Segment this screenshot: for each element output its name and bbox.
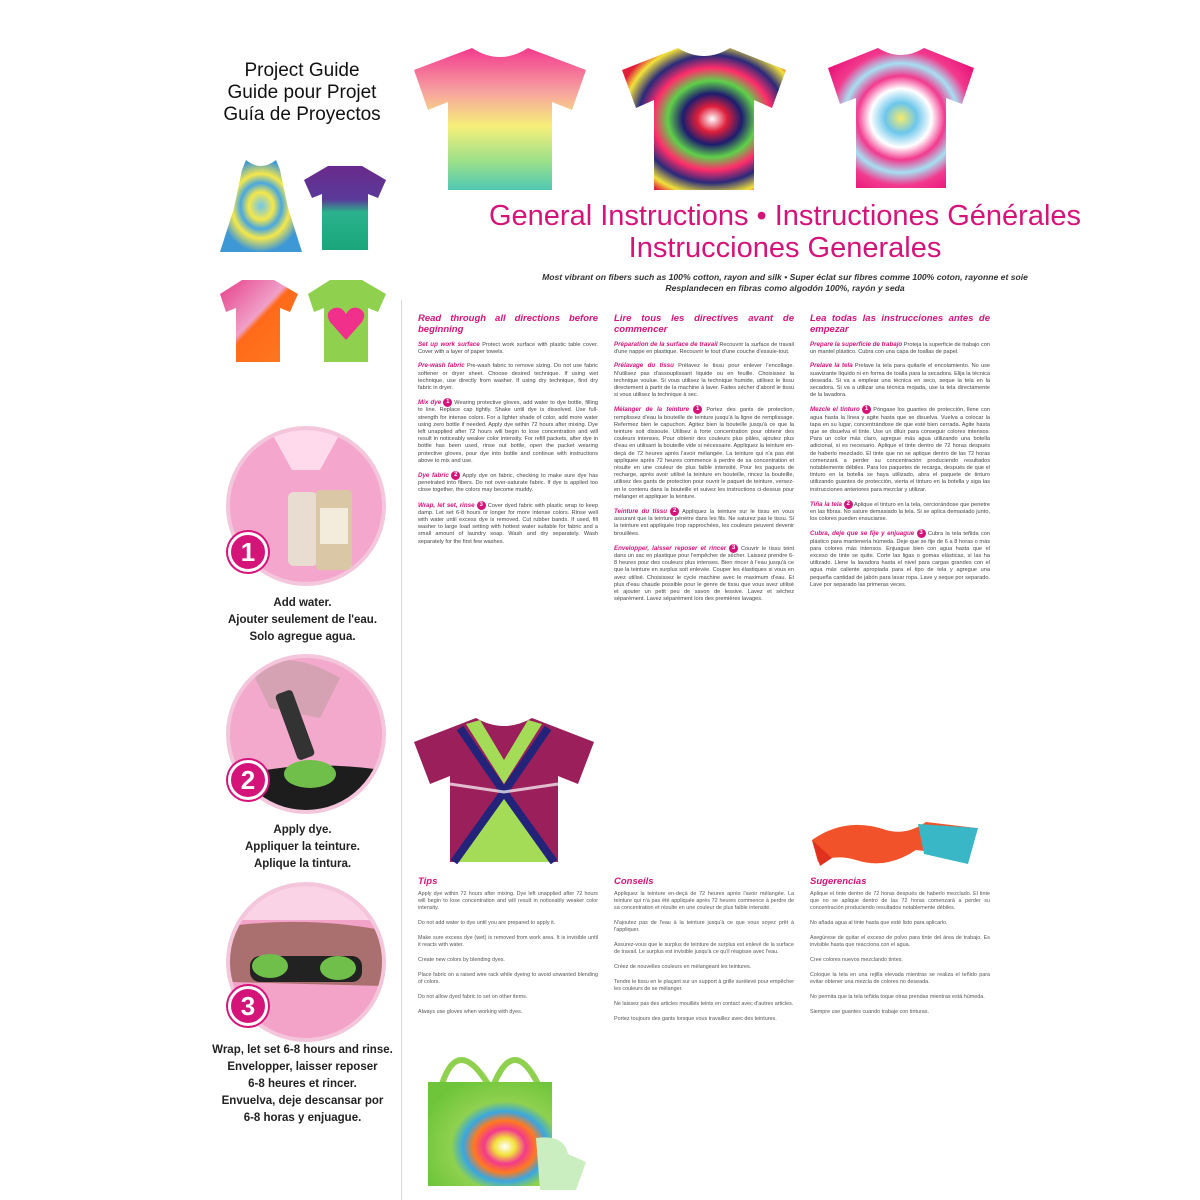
general-title-line-1: General Instructions • Instructiones Générales [488,200,1082,232]
guide-title-fr: Guide pour Projet [227,82,377,103]
tote-bag-image [418,1044,598,1192]
instructions-french [614,313,794,609]
step-1-fr: Ajouter seulement de l'eau. [227,614,378,626]
pink-spiral-shirt-image [822,44,980,192]
es-section-4: Tiña la tela 2 Aplique el tinturo en la tela, cerciorándose que penetre en las fibras. No sature demasiado la tela. Si se aplica demasiado junto, los colores pueden ensuciarse. [810,500,990,523]
guide-title-es: Guía de Proyectos [223,104,381,125]
en-section-1: Set up work surface Protect work surface with plastic table cover. Cover with a layer of paper towels. [418,341,598,356]
step-2-caption [210,822,395,873]
es-section-5: Cubra, deje que se fije y enjuague 3 Cubra la tela teñida con plástico para mantenerla húmeda. Deje que se fije de 6 a 8 horas o más para colores más intensos. Enjuague bien con agua hasta que el exceso de tinte se quite. Corte las ligas o gomas elásticas, si las ha utilizado. Llene la lavadora hasta el nivel para cargas grandes con el agua más caliente apropiada para el tipo de tela y agregue una pequeña cantidad de jabón para lavar ropa. Lave y seque por separado. Lave por separado las primeras veces. [810,530,990,588]
tip-en-3: Make sure excess dye (wet) is removed from work area. It is invisible until it reacts with water. [418,935,598,949]
tip-fr-7: Portez toujours des gants lorsque vous travaillez avec des teintures. [614,1016,777,1023]
tip-es-1: Aplique el tinte dentro de 72 horas después de haberlo mezclado. El tinte que no se aplique dentro de las 72 horas comenzará a perder su concentración produciendo resultados notablemente débiles. [810,891,990,912]
step-3-badge: 3 [228,986,268,1026]
tip-fr-2: N'ajoutez pas de l'eau à la teinture jusqu'à ce que vous soyez prêt à l'appliquer. [614,920,794,934]
en-section-2: Pre-wash fabric Pre-wash fabric to remove sizing. Do not use fabric softener or dryer sheet. Choose desired technique. If using wet technique, use directly from washer. If using dry technique, first dry fabric in dryer. [418,362,598,392]
tips-spanish [810,878,990,1024]
heart-shirt-thumbnail [306,278,388,364]
fr-section-2: Prélavage du tissu Prélavez le tissu pour enlever l'encollage. N'utilisez pas d'assouplissant liquide ou en feuille. Choisissez la technique voulue. Si vous utilisez la technique humide, utilisez le tissu directement à partir de la machine à laver. Faites sécher d'abord le tissu si vous utilisez la technique à sec. [614,362,794,399]
es-step-number-2: 2 [844,500,853,509]
tip-en-4: Create new colors by blending dyes. [418,957,505,964]
step-1-en: Add water. [273,597,332,609]
tip-es-5: Coloque la tela en una rejilla elevada mientras se realiza el teñido para evitar obtener una mezcla de colores no deseada. [810,972,990,986]
fr-step-number-1: 1 [693,405,702,414]
tips-french [614,878,794,1031]
project-guide-title [212,60,392,126]
en-step-number-3: 3 [477,501,486,510]
general-instructions-title [405,200,1165,264]
en-section-3: Mix dye 1 Wearing protective gloves, add water to dye bottle, filling to line. Replace cap tightly. Shake until dye is dissolved. Use full-strength for intense colors. For a lighter shade of color, add more water using zero bottle if needed. Apply dye within 72 hours after mixing. Dye left unapplied after 72 hours will begin to lose concentration and will result in noticeably weaker color intensity. For refill packets, after dye in bottle has been used, rinse out bottle, open the packet wearing protective gloves, pour dye into bottle and continue with instructions above to mix and use. [418,399,598,464]
dress-spiral-thumbnail [218,158,304,254]
tip-fr-4: Créez de nouvelles couleurs en mélangeant les teintures. [614,964,752,971]
ombre-shirt-image [406,44,594,192]
step-3-line-2: Envelopper, laisser reposer [227,1061,378,1073]
tip-fr-5: Tendre le tissu en le plaçant sur un support à grille surélevé pour empêcher les couleurs de se mélanger. [614,979,794,993]
guide-title-en: Project Guide [244,60,360,81]
fr-section-5: Envelopper, laisser reposer et rincer 3 Couvrir le tissu teint dans un sac en plastique pour l'empêcher de sécher. Laissez prendre 6-8 heures pour des couleurs plus intenses. Bien rincer à l'eau jusqu'à ce que la teinture en surplus soit enlevée. Couper les élastiques si vous en avez utilisé. Choisissez le cycle machine avec le maximum d'eau. Et plus d'eau chaude possible pour le genre de tissu que vous avez utilisé et ajouter un petit peu de savon de lessive. Lavez et séchez séparément. Lavez séparément lors des premières lavages. [614,544,794,603]
es-section-2: Prelave la tela Prelave la tela para quitarle el encolamiento. No use suavizante líquido ni en forma de toalla para la secadora. Elija la técnica deseada. Si va a emplear una técnica en seco, seque la tela en la secadora. Si va a utilizar una técnica mojada, use la tela directamente de la lavadora. [810,362,990,399]
step-3-line-5: 6-8 horas y enjuague. [243,1112,362,1124]
es-section-1: Prepare la superficie de trabajo Proteja la superficie de trabajo con un mantel plástico. Cubra con una capa de toallas de papel. [810,341,990,356]
en-section-5: Wrap, let set, rinse 3 Cover dyed fabric with plastic wrap to keep damp. Let set 6-8 hours or longer for more intense colors. Rinse well with water until excess dye is removed. Cut rubber bands. If used, fill washer to large load setting with hottest water suitable for fabric and a small amount of laundry soap. Wash and dry separately. Wash separately for the first few washes. [418,501,598,545]
purple-green-shirt-thumbnail [302,164,388,252]
tip-en-5: Place fabric on a raised wire rack while dyeing to avoid unwanted blending of colors. [418,972,598,986]
tips-en-heading: Tips [418,876,438,887]
french-heading: Lire tous les directives avant de commencer [614,313,794,335]
tip-en-7: Always use gloves when working with dyes. [418,1009,523,1016]
english-heading: Read through all directions before beginning [418,313,598,335]
fr-section-4: Teinture du tissu 2 Appliquez la teinture sur le tissu en vous assurant que la teinture pénètre dans les fils. Ne saturez pas le tissu. Si la teinture est appliquée trop rapprochées, les couleurs peuvent devenir brouillées. [614,508,794,537]
fr-section-3: Mélanger de la teinture 1 Portez des gants de protection, remplissez d'eau la bouteille de teinture jusqu'à la ligne de remplissage. Refermez bien le capuchon. Agitez bien la bouteille jusqu'à ce que la teinture soit dissoute. Utilisez à forte concentration pour obtenir des couleurs intenses. Pour obtenir des couleurs plus pâles, ajoutez plus d'eau en utilisant la bouteille vide si nécessaire. Appliquez la teinture en-deçà de 72 heures après l'avoir mélangée. La teinture qui n'a pas été appliquée après 72 heures commence à perdre de sa concentration et résulte en une couleur de plus faible intensité. Pour les paquets de recharge, après avoir utilisé la teinture en bouteille, rincez la bouteille, utilisez des gants de protection pour ouvrir le paquet de teinture, versez-en le contenu dans la bouteille et suivez les instructions ci-dessus pour mélanger et appliquer la teinture. [614,406,794,500]
fr-step-number-3: 3 [729,544,738,553]
step-1-badge: 1 [228,532,268,572]
orange-pink-shirt-thumbnail [218,278,300,364]
x-pattern-shirt-image [410,714,598,864]
tips-es-heading: Sugerencias [810,876,867,887]
spiral-multicolor-shirt-image [616,44,792,192]
step-3-line-3: 6-8 heures et rincer. [248,1078,357,1090]
subheading-line-2: Resplandecen en fibras como algodón 100%, rayón y seda [665,283,905,293]
tip-en-2: Do not add water to dye until you are prepared to apply it. [418,920,556,927]
step-2-fr: Appliquer la teinture. [244,841,360,853]
step-3-line-1: Wrap, let set 6-8 hours and rinse. [212,1044,393,1056]
fiber-subheading [410,272,1160,294]
step-2-badge: 2 [228,760,268,800]
tips-english [418,878,598,1024]
fr-step-number-2: 2 [670,507,679,516]
column-divider [401,300,402,1200]
subheading-line-1: Most vibrant on fibers such as 100% cotton, rayon and silk • Super éclat sur fibres comme 100% coton, rayonne et soie [542,272,1028,282]
tip-en-1: Apply dye within 72 hours after mixing. Dye left unapplied after 72 hours will begin to lose concentration and will result in noticeably weaker color intensity. [418,891,598,912]
tip-es-6: No permita que la tela teñida toque otras prendas mientras está húmeda. [810,994,985,1001]
tip-es-7: Siempre use guantes cuando trabaje con tinturas. [810,1009,929,1016]
tip-en-6: Do not allow dyed fabric to set on other items. [418,994,528,1001]
scarf-image [806,810,982,880]
fr-section-1: Préparation de la surface de travail Recouvrir la surface de travail d'une nappe en plastique. Recouvrir le tout d'une couche d'essuie-tout. [614,341,794,356]
en-section-4: Dye fabric 2 Apply dye on fabric, checking to make sure dye has penetrated into fibers. Do not over-saturate fabric. If dye is applied too close together, the colors may become muddy. [418,472,599,494]
tip-fr-3: Assurez-vous que le surplus de teinture de surplus est enlevé de la surface de travail. Le surplus est invisible jusqu'à ce qu'il réagisse avec l'eau. [614,942,794,956]
tips-fr-heading: Conseils [614,876,654,887]
spanish-heading: Lea todas las instrucciones antes de empezar [810,313,990,335]
general-title-line-2: Instrucciones Generales [628,232,942,264]
tip-fr-1: Appliquez la teinture en-deçà de 72 heures après l'avoir mélangée. La teinture qui n'a pas été appliquée après 72 heures commence à perdre de sa concentration et résulte en une couleur de plus faible intensité. [614,891,794,912]
tip-es-4: Cree colores nuevos mezclando tintes. [810,957,903,964]
en-step-number-2: 2 [451,471,460,480]
step-2-en: Apply dye. [273,824,332,836]
instructions-spanish [810,313,990,595]
es-section-3: Mezcle el tinturo 1 Póngase los guantes de protección, llene con agua hasta la línea y agite hasta que se disuelva. Vuelva a colocar la tapa en su lugar, concentrándose de que esté bien cerrada. Agite hasta que se disuelva el tinte. Use un diluir para conseguir colores intensos. Para un color más claro, agregue más agua utilizando una botella adicional, si es necesario. Aplique el tinte dentro de 72 horas después de haberlo mezclado. El tinte que no se aplique dentro de las 72 horas comenzará a perder su concentración produciendo resultados notablemente débiles. Para los paquetes de recarga, después de que el tinturo en la botella se haya utilizado, abra el paquete de tinturo utilizando guantes de protección, vierta el tinturo en la botella y siga las instrucciones anteriores para mezclar y utilizar. [810,406,991,493]
es-step-number-1: 1 [862,405,871,414]
step-3-line-4: Envuelva, deje descansar por [221,1095,384,1107]
tip-es-3: Asegúrese de quitar el exceso de polvo para tinte del área de trabajo. Es invisible hasta que reacciona con el agua. [810,935,990,949]
en-step-number-1: 1 [443,398,452,407]
es-step-number-3: 3 [917,529,926,538]
step-3-caption [210,1042,395,1127]
step-1-es: Solo agregue agua. [249,631,356,643]
instructions-english [418,313,598,552]
step-1-caption [210,595,395,646]
tip-es-2: No añada agua al tinte hasta que esté listo para aplicarlo. [810,920,948,927]
tip-fr-6: Ne laissez pas des articles mouillés teints en contact avec d'autres articles. [614,1001,794,1008]
step-2-es: Aplique la tintura. [253,858,352,870]
